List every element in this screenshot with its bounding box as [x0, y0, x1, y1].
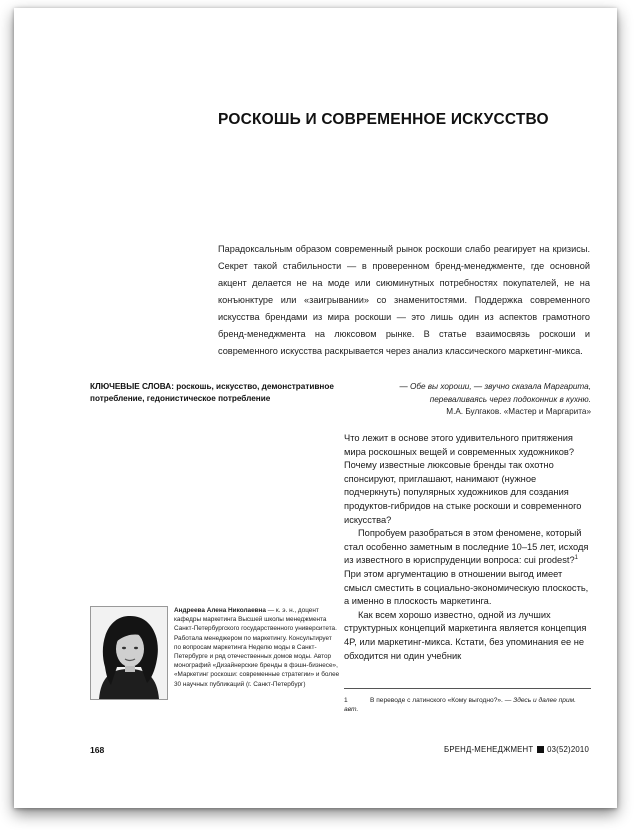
keywords-label: КЛЮЧЕВЫЕ СЛОВА:	[90, 382, 174, 391]
journal-page	[14, 8, 617, 808]
footnote-note: Здесь и далее прим. авт.	[344, 697, 576, 713]
footnote-text: В переводе с латинского «Кому выгодно?». —	[370, 697, 514, 704]
author-photo	[90, 606, 168, 700]
article-abstract: Парадоксальным образом современный рынок роскоши слабо реагирует на кризисы. Секрет такой стабильности — в проверенном бренд-менеджменте, где основной акцент делается не на моде или сиюминутных потребностях покупателей, не на конъюнктуре или «заигрывании» со знаменитостями. Поддержка современного искусства брендами из мира роскоши — это лишь один из аспектов грамотного бренд-менеджмента на люксовом рынке. В статье взаимосвязь роскоши и современного искусства раскрывается через анализ классического маркетинг-микса.	[218, 244, 590, 356]
body-paragraph: Что лежит в основе этого удивительного притяжения мира роскошных вещей и современных художников? Почему известные люксовые бренды так охотно спонсируют, приглашают, нанимают (нужное подчеркнуть) популярных художников для создания продуктов-гибридов на стыке роскоши и современного искусства?	[344, 433, 582, 525]
author-bio: — к. э. н., доцент кафедры маркетинга Высшей школы менеджмента Санкт-Петербургского государственного университета. Работала менеджером по маркетингу. Консультирует по вопросам маркетинга Неделю моды в Санкт-Петербурге и ряд отечественных домов моды. Автор монографий «Дизайнерские бренды в фэшн-бизнесе», «Маркетинг роскоши: современные стратегии» и более 30 научных публикаций (г. Санкт-Петербург)	[174, 607, 340, 688]
page-number: 168	[90, 745, 105, 755]
epigraph-source: М.А. Булгаков. «Мастер и Маргарита»	[446, 407, 591, 416]
square-bullet-icon	[537, 746, 544, 753]
body-paragraph: Как всем хорошо известно, одной из лучших структурных концепций маркетинга является концепция 4P, или маркетинг-микса. Кстати, без упоминания ее не обходится ни один учебник	[344, 609, 587, 661]
epigraph-line-1: — Обе вы хороши, — звучно сказала Маргарита,	[399, 382, 591, 391]
journal-issue: 03(52)2010	[547, 745, 589, 754]
article-title: РОСКОШЬ И СОВРЕМЕННОЕ ИСКУССТВО	[218, 111, 549, 128]
body-text: Попробуем разобраться в этом феномене, который стал особенно заметным в последние 10–15 лет, исходя из известного в юриспруденции вопроса: cui prodest?	[344, 528, 589, 566]
body-paragraph	[344, 527, 591, 609]
footnote-ref: 1	[574, 555, 578, 562]
author-info	[174, 606, 340, 689]
article-body	[344, 432, 591, 663]
journal-footer	[444, 745, 589, 754]
footnote-divider	[344, 688, 591, 689]
epigraph-line-2: переваливаясь через подоконник в кухню.	[429, 394, 591, 404]
keywords-list: роскошь, искусство, демонстративное потребление, гедонистическое потребление	[90, 382, 334, 403]
footnote	[344, 696, 591, 714]
author-name: Андреева Алена Николаевна	[174, 607, 266, 614]
keywords	[90, 381, 340, 405]
journal-name: БРЕНД-МЕНЕДЖМЕНТ	[444, 745, 534, 754]
footnote-number: 1	[344, 697, 348, 704]
epigraph	[344, 381, 591, 419]
author-portrait-icon	[91, 607, 167, 699]
body-text: При этом аргументацию в отношении выгод имеет смысл сместить в социально-экономическую плоскость, а именно в плоскость маркетинга.	[344, 568, 589, 607]
